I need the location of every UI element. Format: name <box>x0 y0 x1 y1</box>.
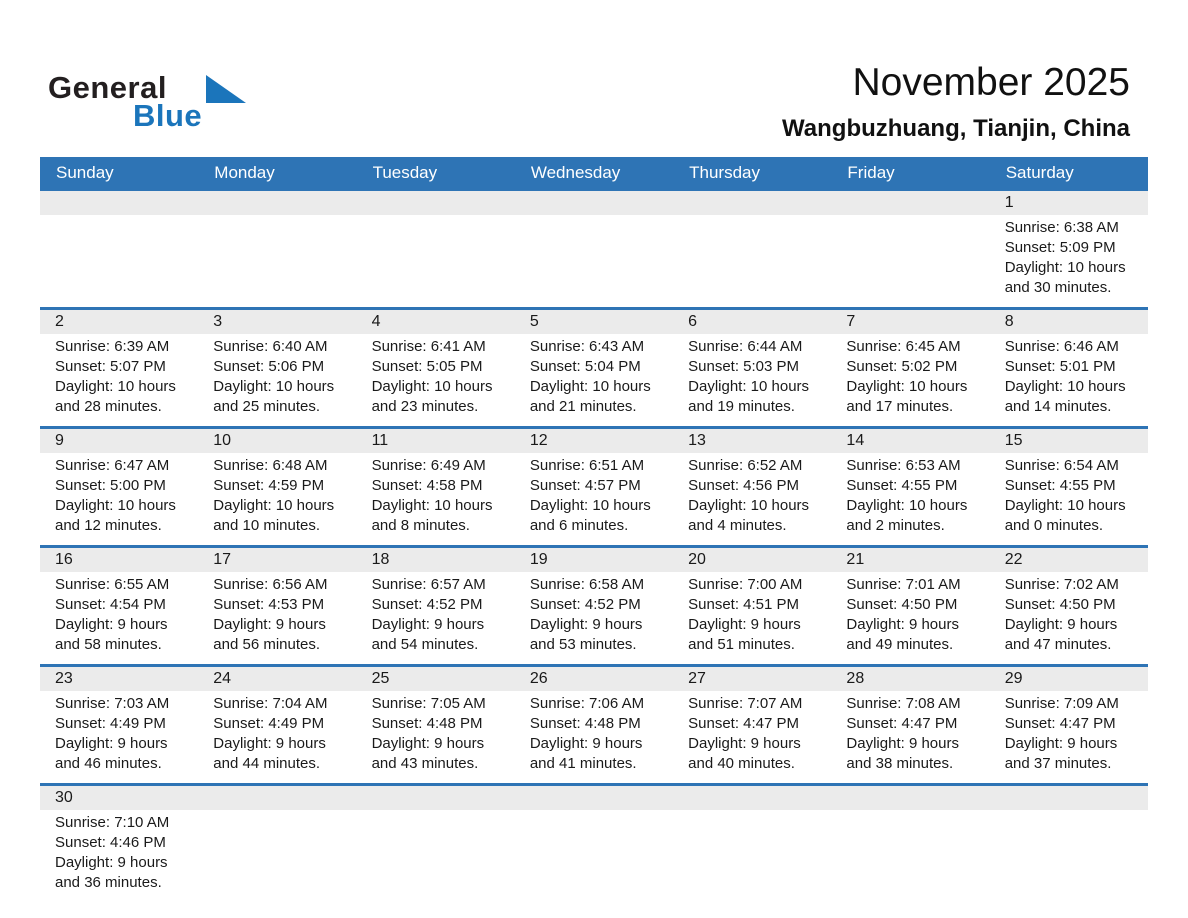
daylight-line: Daylight: 9 hours and 49 minutes. <box>846 616 959 653</box>
sunset-line: Sunset: 5:02 PM <box>846 358 958 375</box>
sunset-line: Sunset: 4:48 PM <box>529 715 641 732</box>
day-details <box>357 453 515 545</box>
day-number: 1 <box>990 191 1148 215</box>
weekday-wednesday: Wednesday <box>530 162 621 182</box>
sunset-line: Sunset: 4:58 PM <box>371 477 483 494</box>
day-details <box>990 215 1148 307</box>
day-number <box>515 786 673 810</box>
sunset-line: Sunset: 4:53 PM <box>213 596 325 613</box>
day-details <box>198 691 356 783</box>
day-cell <box>990 310 1148 426</box>
sunrise-line: Sunrise: 6:40 AM <box>213 338 328 355</box>
day-number: 28 <box>831 667 989 691</box>
day-details <box>198 215 356 307</box>
sunrise-line: Sunrise: 6:51 AM <box>529 457 645 474</box>
day-details <box>515 810 673 902</box>
day-number <box>990 786 1148 810</box>
empty-day-cell <box>40 191 198 307</box>
sunrise-line: Sunrise: 7:00 AM <box>688 576 803 593</box>
sunrise-line: Sunrise: 7:10 AM <box>55 814 170 831</box>
day-details <box>831 691 989 783</box>
day-number: 10 <box>198 429 356 453</box>
day-cell <box>831 548 989 664</box>
day-details <box>357 691 515 783</box>
daylight-line: Daylight: 10 hours and 30 minutes. <box>1004 259 1126 296</box>
general-blue-logo <box>48 70 268 140</box>
day-number: 6 <box>673 310 831 334</box>
daylight-line: Daylight: 10 hours and 14 minutes. <box>1004 378 1126 415</box>
sunset-line: Sunset: 5:04 PM <box>529 358 641 375</box>
day-cell <box>40 548 198 664</box>
day-cell <box>673 667 831 783</box>
sunset-line: Sunset: 4:48 PM <box>371 715 483 732</box>
empty-day-cell <box>990 786 1148 902</box>
empty-day-cell <box>673 191 831 307</box>
day-number <box>831 786 989 810</box>
daylight-line: Daylight: 9 hours and 56 minutes. <box>213 616 326 653</box>
day-cell <box>515 548 673 664</box>
sunset-line: Sunset: 4:57 PM <box>529 477 641 494</box>
sunset-line: Sunset: 4:52 PM <box>529 596 641 613</box>
day-number: 23 <box>40 667 198 691</box>
daylight-line: Daylight: 10 hours and 23 minutes. <box>371 378 493 415</box>
sunrise-line: Sunrise: 6:44 AM <box>688 338 803 355</box>
day-number: 13 <box>673 429 831 453</box>
day-number: 5 <box>515 310 673 334</box>
week-row <box>40 188 1148 307</box>
sunrise-line: Sunrise: 6:48 AM <box>213 457 328 474</box>
day-details <box>357 572 515 664</box>
sunset-line: Sunset: 4:55 PM <box>846 477 958 494</box>
day-number <box>673 191 831 215</box>
daylight-line: Daylight: 9 hours and 51 minutes. <box>688 616 801 653</box>
day-details <box>673 810 831 902</box>
day-details <box>831 453 989 545</box>
sunrise-line: Sunrise: 6:56 AM <box>213 576 328 593</box>
empty-day-cell <box>515 786 673 902</box>
daylight-line: Daylight: 9 hours and 44 minutes. <box>213 735 326 772</box>
sunrise-line: Sunrise: 6:57 AM <box>371 576 486 593</box>
sunrise-line: Sunrise: 7:02 AM <box>1004 576 1119 593</box>
day-number: 18 <box>357 548 515 572</box>
day-number <box>198 191 356 215</box>
sunrise-line: Sunrise: 6:55 AM <box>55 576 170 593</box>
empty-day-cell <box>198 191 356 307</box>
day-cell <box>357 310 515 426</box>
empty-day-cell <box>357 786 515 902</box>
day-number: 4 <box>357 310 515 334</box>
weekday-friday: Friday <box>847 162 895 182</box>
daylight-line: Daylight: 9 hours and 58 minutes. <box>55 616 168 653</box>
sunset-line: Sunset: 4:52 PM <box>371 596 483 613</box>
day-details <box>990 572 1148 664</box>
weekday-header-row <box>40 157 1148 188</box>
sunrise-line: Sunrise: 7:06 AM <box>529 695 645 712</box>
day-details <box>515 572 673 664</box>
sunset-line: Sunset: 4:51 PM <box>688 596 800 613</box>
sunset-line: Sunset: 5:00 PM <box>55 477 166 494</box>
sunrise-line: Sunrise: 6:46 AM <box>1004 338 1119 355</box>
day-number: 2 <box>40 310 198 334</box>
day-cell <box>198 667 356 783</box>
day-details <box>831 215 989 307</box>
day-number: 29 <box>990 667 1148 691</box>
day-number: 17 <box>198 548 356 572</box>
sunset-line: Sunset: 4:49 PM <box>55 715 166 732</box>
day-number: 24 <box>198 667 356 691</box>
sunrise-line: Sunrise: 6:53 AM <box>846 457 961 474</box>
sunset-line: Sunset: 4:47 PM <box>688 715 800 732</box>
day-number <box>673 786 831 810</box>
sunrise-line: Sunrise: 6:54 AM <box>1004 457 1119 474</box>
logo-triangle-icon <box>206 75 246 103</box>
daylight-line: Daylight: 10 hours and 8 minutes. <box>371 497 493 534</box>
day-number: 15 <box>990 429 1148 453</box>
sunrise-line: Sunrise: 6:45 AM <box>846 338 961 355</box>
sunset-line: Sunset: 4:50 PM <box>1004 596 1116 613</box>
sunset-line: Sunset: 5:09 PM <box>1004 239 1116 256</box>
day-number: 19 <box>515 548 673 572</box>
daylight-line: Daylight: 10 hours and 2 minutes. <box>846 497 968 534</box>
day-cell <box>673 429 831 545</box>
sunrise-line: Sunrise: 7:09 AM <box>1004 695 1119 712</box>
day-number: 11 <box>357 429 515 453</box>
day-details <box>198 572 356 664</box>
day-details <box>831 334 989 426</box>
day-number <box>515 191 673 215</box>
day-details <box>515 691 673 783</box>
day-number: 26 <box>515 667 673 691</box>
day-number: 30 <box>40 786 198 810</box>
sunset-line: Sunset: 5:01 PM <box>1004 358 1116 375</box>
day-number: 16 <box>40 548 198 572</box>
sunset-line: Sunset: 4:59 PM <box>213 477 325 494</box>
day-details <box>673 572 831 664</box>
sunrise-line: Sunrise: 7:07 AM <box>688 695 803 712</box>
day-details <box>40 691 198 783</box>
day-cell <box>40 429 198 545</box>
day-details <box>990 810 1148 902</box>
sunset-line: Sunset: 5:03 PM <box>688 358 800 375</box>
sunset-line: Sunset: 4:55 PM <box>1004 477 1116 494</box>
day-details <box>515 215 673 307</box>
sunset-line: Sunset: 4:50 PM <box>846 596 958 613</box>
day-details <box>357 810 515 902</box>
day-details <box>357 334 515 426</box>
sunset-line: Sunset: 4:47 PM <box>846 715 958 732</box>
daylight-line: Daylight: 10 hours and 12 minutes. <box>55 497 176 534</box>
sunset-line: Sunset: 4:49 PM <box>213 715 325 732</box>
weeks-container <box>40 188 1148 902</box>
day-cell <box>40 310 198 426</box>
day-number <box>198 786 356 810</box>
day-number <box>40 191 198 215</box>
sunset-line: Sunset: 5:05 PM <box>371 358 483 375</box>
day-number: 20 <box>673 548 831 572</box>
day-number: 9 <box>40 429 198 453</box>
daylight-line: Daylight: 10 hours and 4 minutes. <box>688 497 810 534</box>
page-subtitle: Wangbuzhuang, Tianjin, China <box>782 115 1130 142</box>
daylight-line: Daylight: 10 hours and 17 minutes. <box>846 378 968 415</box>
day-details <box>40 810 198 902</box>
day-details <box>990 334 1148 426</box>
sunrise-line: Sunrise: 7:03 AM <box>55 695 170 712</box>
day-cell <box>673 310 831 426</box>
day-details <box>831 572 989 664</box>
daylight-line: Daylight: 10 hours and 19 minutes. <box>688 378 810 415</box>
day-details <box>357 215 515 307</box>
day-details <box>673 215 831 307</box>
day-details <box>990 453 1148 545</box>
day-number: 27 <box>673 667 831 691</box>
week-row <box>40 545 1148 664</box>
empty-day-cell <box>515 191 673 307</box>
sunrise-line: Sunrise: 6:43 AM <box>529 338 645 355</box>
day-cell <box>40 667 198 783</box>
day-cell <box>831 429 989 545</box>
day-number: 14 <box>831 429 989 453</box>
day-cell <box>990 667 1148 783</box>
sunrise-line: Sunrise: 7:04 AM <box>213 695 328 712</box>
daylight-line: Daylight: 9 hours and 47 minutes. <box>1004 616 1118 653</box>
day-details <box>198 810 356 902</box>
day-number: 21 <box>831 548 989 572</box>
sunset-line: Sunset: 4:56 PM <box>688 477 800 494</box>
sunset-line: Sunset: 4:46 PM <box>55 834 166 851</box>
daylight-line: Daylight: 9 hours and 53 minutes. <box>529 616 643 653</box>
day-cell <box>198 548 356 664</box>
weekday-sunday: Sunday <box>56 162 114 182</box>
empty-day-cell <box>357 191 515 307</box>
day-details <box>673 334 831 426</box>
daylight-line: Daylight: 9 hours and 41 minutes. <box>529 735 643 772</box>
sunrise-line: Sunrise: 6:52 AM <box>688 457 803 474</box>
daylight-line: Daylight: 10 hours and 6 minutes. <box>529 497 651 534</box>
empty-day-cell <box>198 786 356 902</box>
empty-day-cell <box>831 786 989 902</box>
title-block <box>782 60 1130 143</box>
day-cell <box>198 429 356 545</box>
day-cell <box>515 429 673 545</box>
week-row <box>40 307 1148 426</box>
day-details <box>515 334 673 426</box>
week-row <box>40 426 1148 545</box>
day-details <box>990 691 1148 783</box>
sunrise-line: Sunrise: 7:05 AM <box>371 695 486 712</box>
daylight-line: Daylight: 9 hours and 46 minutes. <box>55 735 168 772</box>
day-cell <box>515 667 673 783</box>
day-details <box>40 453 198 545</box>
sunrise-line: Sunrise: 6:58 AM <box>529 576 645 593</box>
empty-day-cell <box>831 191 989 307</box>
page-title: November 2025 <box>852 61 1130 104</box>
day-cell <box>198 310 356 426</box>
sunrise-line: Sunrise: 6:47 AM <box>55 457 170 474</box>
week-row <box>40 664 1148 783</box>
day-details <box>198 334 356 426</box>
day-number <box>357 191 515 215</box>
day-number: 22 <box>990 548 1148 572</box>
weekday-tuesday: Tuesday <box>372 162 438 182</box>
daylight-line: Daylight: 10 hours and 21 minutes. <box>529 378 651 415</box>
sunrise-line: Sunrise: 7:01 AM <box>846 576 961 593</box>
daylight-line: Daylight: 9 hours and 38 minutes. <box>846 735 959 772</box>
daylight-line: Daylight: 10 hours and 10 minutes. <box>213 497 335 534</box>
weekday-saturday: Saturday <box>1005 162 1074 182</box>
sunrise-line: Sunrise: 6:39 AM <box>55 338 170 355</box>
day-details <box>40 215 198 307</box>
sunset-line: Sunset: 5:07 PM <box>55 358 166 375</box>
day-cell <box>357 667 515 783</box>
day-number: 12 <box>515 429 673 453</box>
sunset-line: Sunset: 4:54 PM <box>55 596 166 613</box>
day-number <box>831 191 989 215</box>
day-number: 25 <box>357 667 515 691</box>
day-cell <box>515 310 673 426</box>
day-number: 8 <box>990 310 1148 334</box>
day-details <box>673 453 831 545</box>
day-details <box>515 453 673 545</box>
day-details <box>831 810 989 902</box>
day-cell <box>40 786 198 902</box>
day-cell <box>990 191 1148 307</box>
logo-general-text: General <box>48 70 167 105</box>
daylight-line: Daylight: 10 hours and 28 minutes. <box>55 378 176 415</box>
daylight-line: Daylight: 10 hours and 25 minutes. <box>213 378 335 415</box>
daylight-line: Daylight: 9 hours and 54 minutes. <box>371 616 485 653</box>
sunset-line: Sunset: 5:06 PM <box>213 358 325 375</box>
day-cell <box>831 310 989 426</box>
day-cell <box>357 548 515 664</box>
day-details <box>40 334 198 426</box>
day-details <box>40 572 198 664</box>
day-details <box>673 691 831 783</box>
day-number <box>357 786 515 810</box>
daylight-line: Daylight: 10 hours and 0 minutes. <box>1004 497 1126 534</box>
daylight-line: Daylight: 9 hours and 37 minutes. <box>1004 735 1118 772</box>
day-number: 7 <box>831 310 989 334</box>
sunrise-line: Sunrise: 6:38 AM <box>1004 219 1119 236</box>
day-cell <box>990 429 1148 545</box>
sunset-line: Sunset: 4:47 PM <box>1004 715 1116 732</box>
weekday-thursday: Thursday <box>689 162 761 182</box>
day-details <box>198 453 356 545</box>
empty-day-cell <box>673 786 831 902</box>
sunrise-line: Sunrise: 7:08 AM <box>846 695 961 712</box>
day-cell <box>357 429 515 545</box>
sunrise-line: Sunrise: 6:41 AM <box>371 338 486 355</box>
day-cell <box>673 548 831 664</box>
logo-blue-text: Blue <box>133 98 203 133</box>
sunrise-line: Sunrise: 6:49 AM <box>371 457 486 474</box>
day-number: 3 <box>198 310 356 334</box>
weekday-monday: Monday <box>214 162 275 182</box>
daylight-line: Daylight: 9 hours and 36 minutes. <box>55 854 168 891</box>
day-cell <box>990 548 1148 664</box>
daylight-line: Daylight: 9 hours and 40 minutes. <box>688 735 801 772</box>
calendar <box>40 157 1148 902</box>
daylight-line: Daylight: 9 hours and 43 minutes. <box>371 735 485 772</box>
week-row <box>40 783 1148 902</box>
day-cell <box>831 667 989 783</box>
